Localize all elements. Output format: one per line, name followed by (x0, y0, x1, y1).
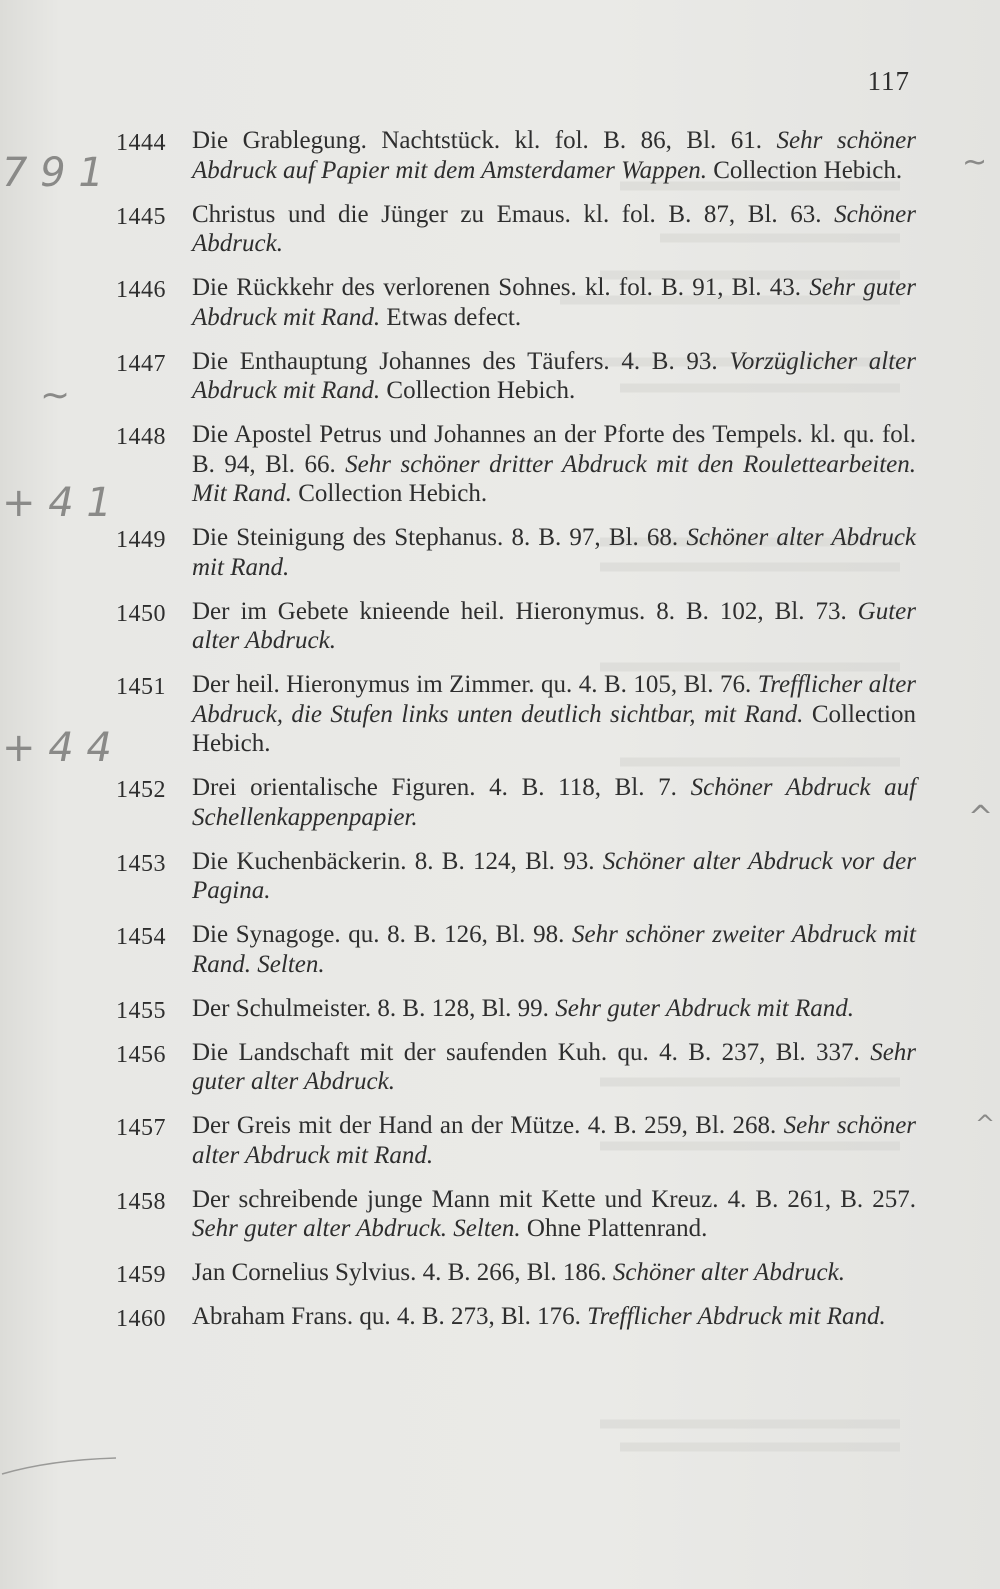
catalogue-entry (116, 420, 916, 509)
catalogue-entry (116, 1258, 916, 1288)
entry-details: kl. qu. fol. B. 94, Bl. 66. (192, 421, 917, 478)
margin-note-left-4: + 4 4 (2, 725, 112, 771)
entry-details: Nachtstück. kl. fol. B. 86, Bl. 61. (381, 127, 763, 154)
entry-details: 8. B. 124, Bl. 93. (414, 847, 595, 875)
entry-number: 1454 (116, 924, 166, 950)
catalogue-entries (116, 126, 916, 1346)
entry-extra: Collection Hebich. (713, 156, 903, 184)
margin-note-left-1: 7 9 1 (2, 150, 104, 196)
entry-number: 1448 (116, 424, 166, 450)
catalogue-entry (116, 773, 916, 832)
entry-note: Sehr schöner Abdruck auf Papier mit dem Amsterdamer Wappen. (192, 127, 916, 184)
entry-number: 1456 (116, 1041, 166, 1068)
catalogue-entry (116, 597, 916, 656)
catalogue-entry (116, 1302, 916, 1332)
entry-details: 4. B. 118, Bl. 7. (489, 774, 677, 801)
margin-note-right-1: ~ (962, 145, 988, 180)
entry-note: Schöner alter Abdruck. (612, 1259, 846, 1286)
entry-details: 4. B. 266, Bl. 186. (422, 1259, 607, 1286)
entry-title: Drei orientalische Figuren. (192, 774, 476, 801)
entry-details: 8. B. 102, Bl. 73. (656, 597, 847, 625)
entry-note: Trefflicher Abdruck mit Rand. (587, 1303, 886, 1330)
entry-number: 1446 (116, 277, 166, 303)
entry-extra: Collection Hebich. (298, 480, 488, 507)
entry-note: Sehr schöner alter Abdruck mit Rand. (192, 1112, 917, 1169)
entry-note: Schöner Abdruck. (192, 200, 916, 257)
entry-details: qu. 4. B. 105, Bl. 76. (541, 671, 752, 698)
entry-note: Sehr guter Abdruck mit Rand. (192, 274, 916, 331)
entry-number: 1460 (116, 1306, 166, 1332)
catalogue-entry (116, 1111, 916, 1170)
catalogue-entry (116, 1038, 916, 1097)
entry-note: Sehr schöner zweiter Abdruck mit Rand. Selten. (192, 921, 916, 978)
margin-note-right-2: ^ (968, 800, 994, 835)
catalogue-entry (116, 847, 916, 906)
catalogue-entry (116, 670, 916, 759)
margin-note-left-2: ∼ (40, 375, 71, 416)
entry-note: Sehr guter alter Abdruck. (192, 1038, 917, 1095)
catalogue-entry (116, 126, 916, 185)
entry-note: Trefflicher alter Abdruck, die Stufen links unten deutlich sichtbar, mit Rand. (192, 671, 917, 728)
entry-title: Die Kuchenbäckerin. (192, 847, 407, 875)
entry-details: 4. B. 261, B. 257. (727, 1185, 916, 1213)
entry-extra: Collection Hebich. (192, 700, 916, 757)
entry-title: Die Grablegung. (192, 127, 367, 154)
entry-details: kl. fol. B. 87, Bl. 63. (583, 200, 822, 228)
entry-note: Schöner alter Abdruck vor der Pagina. (192, 847, 916, 904)
entry-number: 1447 (116, 350, 166, 377)
entry-number: 1457 (116, 1115, 166, 1141)
margin-note-left-3: + 4 1 (2, 480, 112, 526)
entry-title: Der heil. Hieronymus im Zimmer. (192, 671, 535, 698)
catalogue-entry (116, 347, 916, 406)
entry-title: Die Steinigung des Stephanus. (192, 524, 504, 551)
entry-details: qu. 4. B. 273, Bl. 176. (359, 1303, 581, 1330)
entry-number: 1444 (116, 130, 166, 156)
entry-title: Die Landschaft mit der saufenden Kuh. (192, 1038, 608, 1066)
catalogue-entry (116, 523, 916, 582)
catalogue-entry (116, 200, 916, 259)
entry-note: Sehr schöner dritter Abdruck mit den Roulettearbeiten. Mit Rand. (192, 450, 916, 507)
entry-number: 1459 (116, 1262, 166, 1288)
entry-number: 1458 (116, 1188, 166, 1215)
entry-note: Sehr guter Abdruck mit Rand. (555, 994, 854, 1022)
entry-title: Die Rückkehr des verlorenen Sohnes. (192, 274, 577, 301)
entry-number: 1449 (116, 527, 166, 553)
entry-details: kl. fol. B. 91, Bl. 43. (584, 274, 801, 301)
entry-title: Der schreibende junge Mann mit Kette und Kreuz. (192, 1185, 719, 1213)
entry-note: Schöner Abdruck auf Schellenkappenpapier. (192, 774, 917, 831)
entry-title: Der im Gebete knieende heil. Hieronymus. (192, 597, 646, 625)
entry-details: qu. 8. B. 126, Bl. 98. (348, 921, 565, 948)
margin-note-right-3: ^ (975, 1110, 996, 1138)
entry-title: Die Apostel Petrus und Johannes an der Pforte des Tempels. (192, 421, 803, 448)
entry-note: Sehr guter alter Abdruck. Selten. (192, 1215, 521, 1242)
page-number: 117 (867, 66, 910, 96)
entry-number: 1445 (116, 203, 166, 230)
entry-note: Schöner alter Abdruck mit Rand. (192, 524, 917, 581)
entry-title: Die Enthauptung Johannes des Täufers. (192, 347, 610, 375)
entry-extra: Ohne Plattenrand. (526, 1215, 708, 1242)
entry-extra: Etwas defect. (386, 303, 522, 331)
entry-title: Jan Cornelius Sylvius. (192, 1259, 417, 1286)
catalogue-entry (116, 920, 916, 979)
entry-title: Der Greis mit der Hand an der Mütze. (192, 1112, 581, 1139)
entry-title: Abraham Frans. (192, 1303, 354, 1330)
entry-details: 8. B. 128, Bl. 99. (377, 994, 549, 1022)
entry-details: 4. B. 93. (621, 347, 718, 375)
entry-extra: Collection Hebich. (386, 377, 576, 404)
entry-details: 4. B. 259, Bl. 268. (587, 1112, 777, 1139)
entry-title: Christus und die Jünger zu Emaus. (192, 200, 571, 228)
entry-number: 1453 (116, 850, 166, 877)
entry-number: 1452 (116, 777, 166, 803)
catalogue-entry (116, 273, 916, 332)
entry-note: Vorzüglicher alter Abdruck mit Rand. (192, 347, 917, 404)
catalogue-entry (116, 994, 916, 1024)
entry-number: 1451 (116, 674, 166, 700)
entry-number: 1450 (116, 600, 166, 627)
entry-title: Der Schulmeister. (192, 994, 372, 1022)
entry-details: qu. 4. B. 237, Bl. 337. (617, 1038, 860, 1066)
entry-number: 1455 (116, 997, 166, 1024)
pencil-stroke (0, 1440, 120, 1480)
entry-title: Die Synagoge. (192, 921, 341, 948)
entry-details: 8. B. 97, Bl. 68. (511, 524, 679, 551)
catalogue-entry (116, 1185, 916, 1244)
entry-note: Guter alter Abdruck. (192, 597, 916, 654)
